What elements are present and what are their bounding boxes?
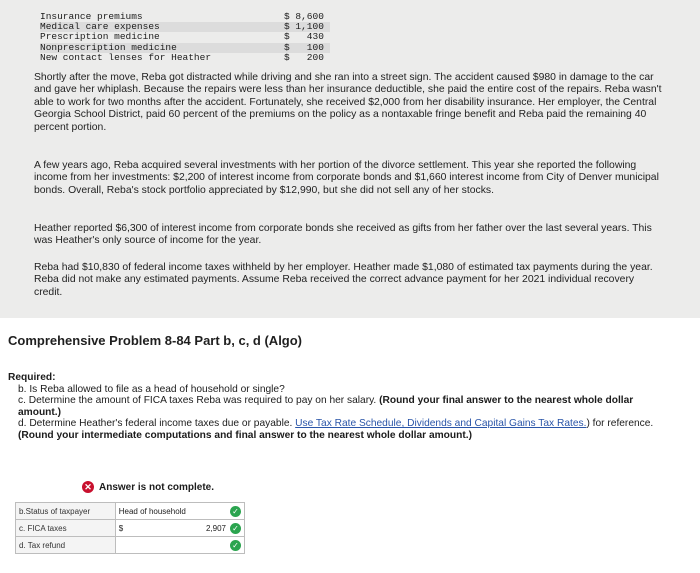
required-item-b: b. Is Reba allowed to file as a head of household or single? (18, 383, 285, 395)
required-item-c-text: c. Determine the amount of FICA taxes Reba was required to pay on her salary. (18, 395, 377, 407)
tax-rate-schedule-link[interactable]: Use Tax Rate Schedule, Dividends and Capital Gains Tax Rates. (295, 418, 587, 430)
filing-status-select[interactable] (115, 503, 244, 520)
answer-status-text: Answer is not complete. (99, 481, 215, 493)
required-item-d (8, 418, 678, 441)
table-row (16, 520, 245, 537)
filing-status-value: Head of household (118, 506, 186, 516)
required-item-c-note: (Round your final answer to the nearest whole dollar amount.) (18, 395, 634, 418)
answer-label: c. FICA taxes (16, 520, 116, 537)
required-item-c (8, 395, 678, 418)
fica-taxes-value: 2,907 (205, 523, 226, 533)
fica-taxes-input[interactable] (115, 520, 244, 537)
check-icon: ✓ (230, 540, 241, 551)
paragraph-investments: A few years ago, Reba acquired several investments with her portion of the divorce settlement. This year she reported the following income from her investments: $2,200 of interest income from corporate bonds and $1,660 interest income from City of Denver municipal bonds. Overall, Reba's stock portfolio appreciated by $12,990, but she did not sell any of her stocks. (34, 160, 659, 196)
answer-table (15, 502, 245, 554)
expense-table (40, 12, 330, 63)
expense-amount: $ 200 (284, 51, 324, 63)
table-row (16, 537, 245, 554)
table-row (16, 503, 245, 520)
paragraph-accident: Shortly after the move, Reba got distracted while driving and she ran into a street sign. The accident caused $980 in damage to the car and gave her whiplash. Because the repairs were less than her insurance deductible, she paid the entire cost of the repairs. Reba wasn't able to work for two months after the accident. Fortunately, she received $2,000 from her disability insurance. Her employer, the Central Georgia School District, paid 60 percent of the premiums on the policy as a nontaxable fringe benefit and Reba paid the remaining 40 percent portion. (34, 72, 662, 133)
expense-label: New contact lenses for Heather (40, 51, 212, 63)
required-section (8, 372, 678, 442)
answer-label: b.Status of taxpayer (16, 503, 116, 520)
currency-symbol: $ (118, 523, 124, 533)
expense-amount: $ 430 (284, 31, 324, 43)
required-item-d-note: (Round your intermediate computations and final answer to the nearest whole dollar amount.) (18, 429, 472, 441)
required-item-d-after: ) for reference. (586, 418, 654, 430)
required-title: Required: (8, 372, 56, 383)
expense-label: Insurance premiums (40, 11, 143, 22)
expense-label: Medical care expenses (40, 21, 160, 33)
paragraph-heather-income: Heather reported $6,300 of interest income from corporate bonds she received as gifts from her father over the last several years. This was Heather's only source of income for the year. (34, 223, 652, 247)
expense-label: Prescription medicine (40, 31, 160, 43)
expense-row (40, 53, 330, 63)
expense-amount: $ 1,100 (284, 21, 324, 33)
expense-amount: $ 100 (284, 41, 324, 53)
answer-label: d. Tax refund (16, 537, 116, 554)
required-item-d-text: d. Determine Heather's federal income taxes due or payable. (18, 418, 293, 430)
answer-status (82, 481, 214, 493)
x-circle-icon: ✕ (82, 481, 94, 493)
tax-due-select[interactable] (115, 537, 244, 554)
problem-heading: Comprehensive Problem 8-84 Part b, c, d (Algo) (8, 333, 303, 348)
check-icon: ✓ (230, 523, 241, 534)
paragraph-withholding: Reba had $10,830 of federal income taxes withheld by her employer. Heather made $1,080 of estimated tax payments during the year. Reba did not make any estimated payments. Assume Reba received the correct advance payment for her 2021 individual recovery credit. (34, 262, 653, 298)
check-icon: ✓ (230, 506, 241, 517)
expense-label: Nonprescription medicine (40, 41, 177, 53)
expense-amount: $ 8,600 (284, 11, 324, 22)
